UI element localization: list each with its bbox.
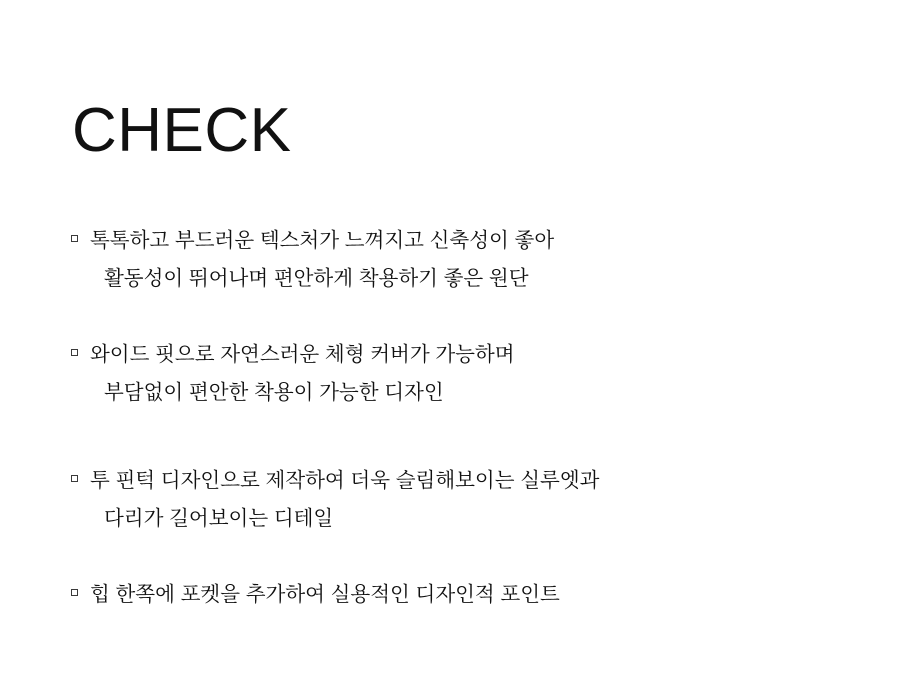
list-item-line: 활동성이 뛰어나며 편안하게 착용하기 좋은 원단: [104, 267, 529, 290]
square-bullet-icon: [71, 589, 78, 596]
list-item-line: 투 핀턱 디자인으로 제작하여 더욱 슬림해보이는 실루엣과: [90, 469, 600, 492]
list-item: [68, 336, 868, 412]
list-item: [68, 222, 868, 298]
list-item: [68, 576, 868, 614]
bullet-list: [68, 222, 868, 614]
list-item-line: 와이드 핏으로 자연스러운 체형 커버가 가능하며: [90, 343, 515, 366]
list-item-line: 힙 한쪽에 포켓을 추가하여 실용적인 디자인적 포인트: [90, 583, 560, 606]
list-item-line: 부담없이 편안한 착용이 가능한 디자인: [104, 381, 444, 404]
square-bullet-icon: [71, 475, 78, 482]
page-title: CHECK: [72, 96, 292, 165]
list-item-line: 다리가 길어보이는 디테일: [104, 507, 334, 530]
square-bullet-icon: [71, 235, 78, 242]
list-item-line: 톡톡하고 부드러운 텍스처가 느껴지고 신축성이 좋아: [90, 229, 555, 252]
square-bullet-icon: [71, 349, 78, 356]
list-item: [68, 462, 868, 538]
